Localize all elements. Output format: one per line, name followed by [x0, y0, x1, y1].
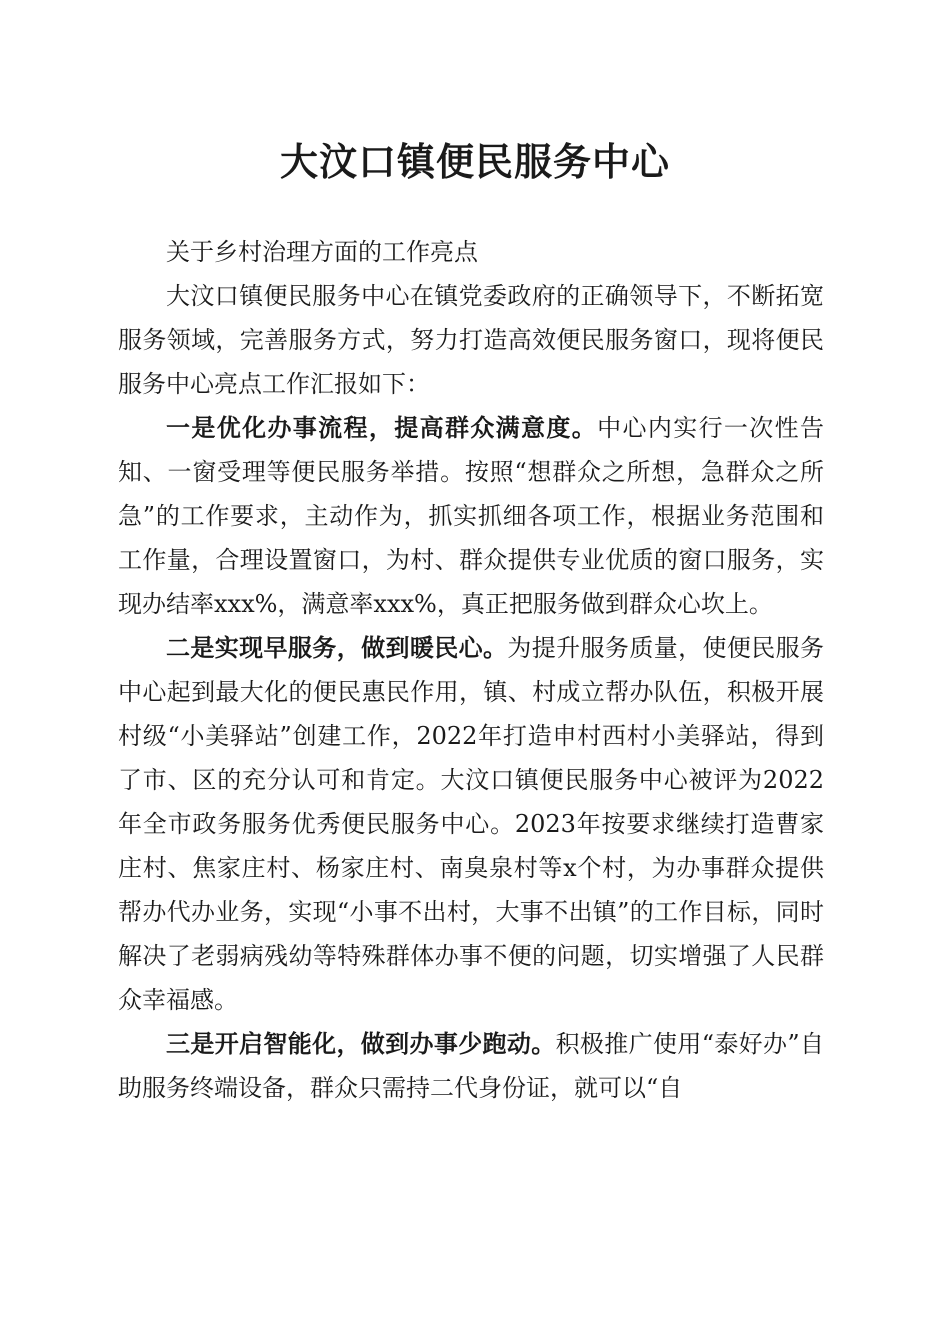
section-body-3: 积极推广使用“泰好办”自助服务终端设备，群众只需持二代身份证，就可以“自 [118, 1030, 824, 1102]
document-title: 大汶口镇便民服务中心 [279, 139, 670, 184]
section-lead-1: 一是优化办事流程，提高群众满意度。 [166, 413, 598, 442]
section-body-1: 中心内实行一次性告知、一窗受理等便民服务举措。按照“想群众之所想，急群众之所急”的工作要求，主动作为，抓实抓细各项工作，根据业务范围和工作量，合理设置窗口，为村、群众提供专业优质的窗口服务，实现办结率xxx%，满意率xxx%，真正把服务做到群众心坎上。 [118, 414, 825, 618]
section-paragraph-1 [118, 406, 824, 626]
intro-paragraph: 大汶口镇便民服务中心在镇党委政府的正确领导下，不断拓宽服务领域，完善服务方式，努力打造高效便民服务窗口，现将便民服务中心亮点工作汇报如下： [118, 282, 824, 398]
document-subtitle: 关于乡村治理方面的工作亮点 [166, 238, 478, 266]
document-body [118, 230, 824, 1110]
section-paragraph-3 [118, 1022, 824, 1110]
section-lead-3: 三是开启智能化，做到办事少跑动。 [166, 1029, 556, 1058]
section-lead-2: 二是实现早服务，做到暖民心。 [166, 633, 508, 662]
section-paragraph-2 [118, 626, 824, 1022]
section-body-2: 为提升服务质量，使便民服务中心起到最大化的便民惠民作用，镇、村成立帮办队伍，积极开展村级“小美驿站”创建工作，2022年打造申村西村小美驿站，得到了市、区的充分认可和肯定。大汶口镇便民服务中心被评为2022年全市政务服务优秀便民服务中心。2023年按要求继续打造曹家庄村、焦家庄村、杨家庄村、南臭泉村等x个村，为办事群众提供帮办代办业务，实现“小事不出村，大事不出镇”的工作目标，同时解决了老弱病残幼等特殊群体办事不便的问题，切实增强了人民群众幸福感。 [118, 634, 825, 1014]
